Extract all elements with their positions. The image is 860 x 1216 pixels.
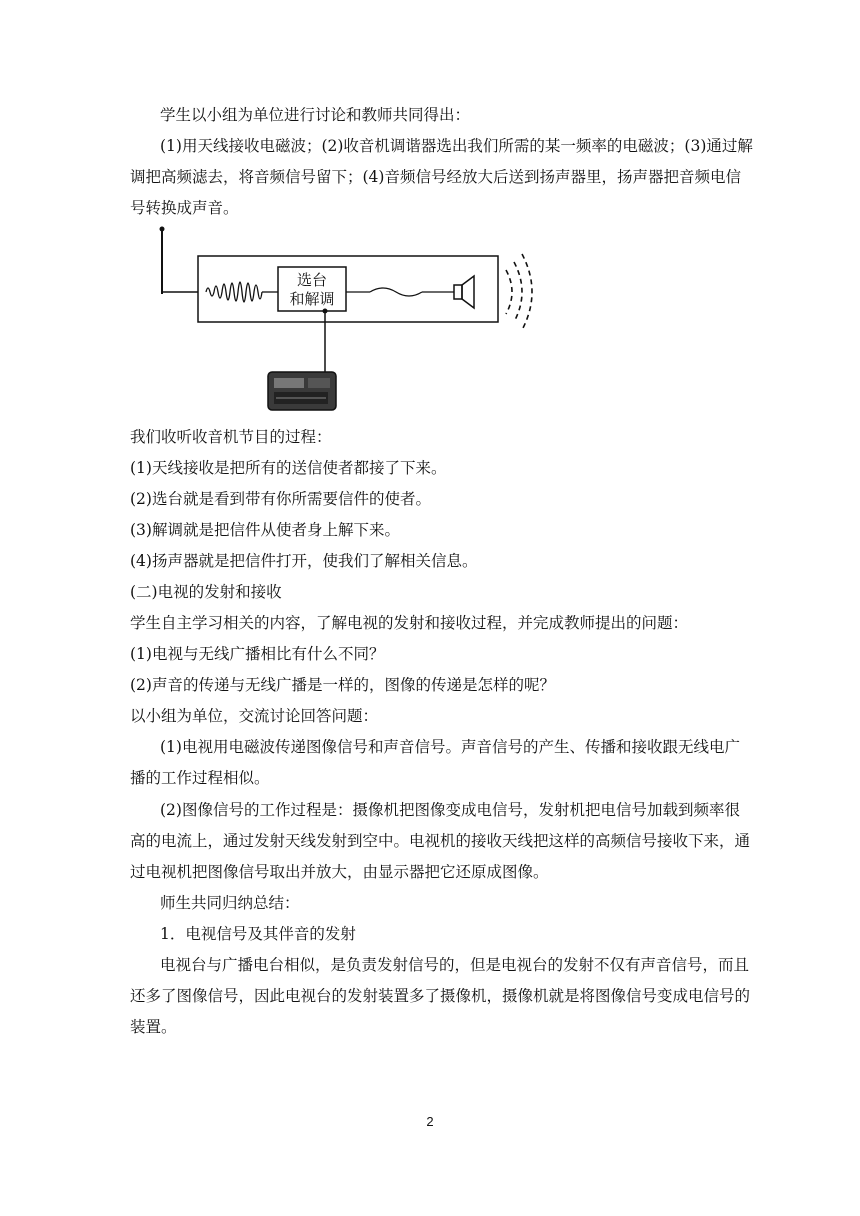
question-1: (1)电视与无线广播相比有什么不同？ [130, 645, 385, 663]
process-item-2: (2)选台就是看到带有你所需要信件的使者。 [130, 490, 431, 508]
process-item-4: (4)扬声器就是把信件打开，使我们了解相关信息。 [130, 552, 478, 570]
group-discuss-text: 以小组为单位，交流讨论回答问题： [130, 707, 379, 725]
sound-wave-3 [522, 254, 532, 330]
steps-line-3: 号转换成声音。 [130, 199, 239, 217]
subheading-1: 1．电视信号及其伴音的发射 [160, 925, 356, 943]
speaker-cone [462, 276, 474, 308]
self-study-text: 学生自主学习相关的内容，了解电视的发射和接收过程，并完成教师提出的问题： [130, 614, 689, 632]
tuner-label-line2: 和解调 [289, 291, 335, 308]
answer2-line-1: (2)图像信号的工作过程是：摄像机把图像变成电信号，发射机把电信号加载到频率很 [160, 801, 740, 819]
tuner-label-line1: 选台 [296, 272, 328, 289]
question-2: (2)声音的传递与无线广播是一样的，图像的传递是怎样的呢？ [130, 676, 555, 694]
steps-line-2: 调把高频滤去，将音频信号留下；(4)音频信号经放大后送到扬声器里，扬声器把音频电信 [130, 168, 741, 186]
intro-text: 学生以小组为单位进行讨论和教师共同得出： [160, 106, 471, 124]
process-title: 我们收听收音机节目的过程： [130, 428, 332, 446]
answer2-line-3: 过电视机把图像信号取出并放大，由显示器把它还原成图像。 [130, 863, 549, 881]
sound-wave-1 [506, 270, 512, 314]
receiver-box [198, 256, 498, 322]
final-para-line-2: 还多了图像信号，因此电视台的发射装置多了摄像机，摄像机就是将图像信号变成电信号的 [130, 987, 751, 1005]
final-para-line-3: 装置。 [130, 1018, 177, 1036]
sound-wave-2 [514, 262, 522, 322]
connector-dot [323, 309, 328, 314]
radio-reception-diagram [158, 222, 536, 416]
process-item-1: (1)天线接收是把所有的送信使者都接了下来。 [130, 459, 447, 477]
audio-wave [370, 288, 422, 296]
answer1-line-1: (1)电视用电磁波传递图像信号和声音信号。声音信号的产生、传播和接收跟无线电广 [160, 738, 740, 756]
page-number: 2 [426, 1114, 434, 1129]
high-frequency-wave [206, 282, 262, 302]
speaker-icon [454, 285, 462, 299]
summary-intro: 师生共同归纳总结： [160, 894, 300, 912]
radio-icon [268, 372, 336, 410]
process-item-3: (3)解调就是把信件从使者身上解下来。 [130, 521, 400, 539]
answer2-line-2: 高的电流上，通过发射天线发射到空中。电视机的接收天线把这样的高频信号接收下来，通 [130, 832, 751, 850]
answer1-line-2: 播的工作过程相似。 [130, 769, 270, 787]
steps-line-1: (1)用天线接收电磁波；(2)收音机调谐器选出我们所需的某一频率的电磁波；(3)通过解 [160, 137, 753, 155]
section2-heading: (二)电视的发射和接收 [130, 583, 282, 601]
final-para-line-1: 电视台与广播电台相似，是负责发射信号的，但是电视台的发射不仅有声音信号，而且 [160, 956, 750, 974]
antenna-tip [160, 227, 165, 232]
